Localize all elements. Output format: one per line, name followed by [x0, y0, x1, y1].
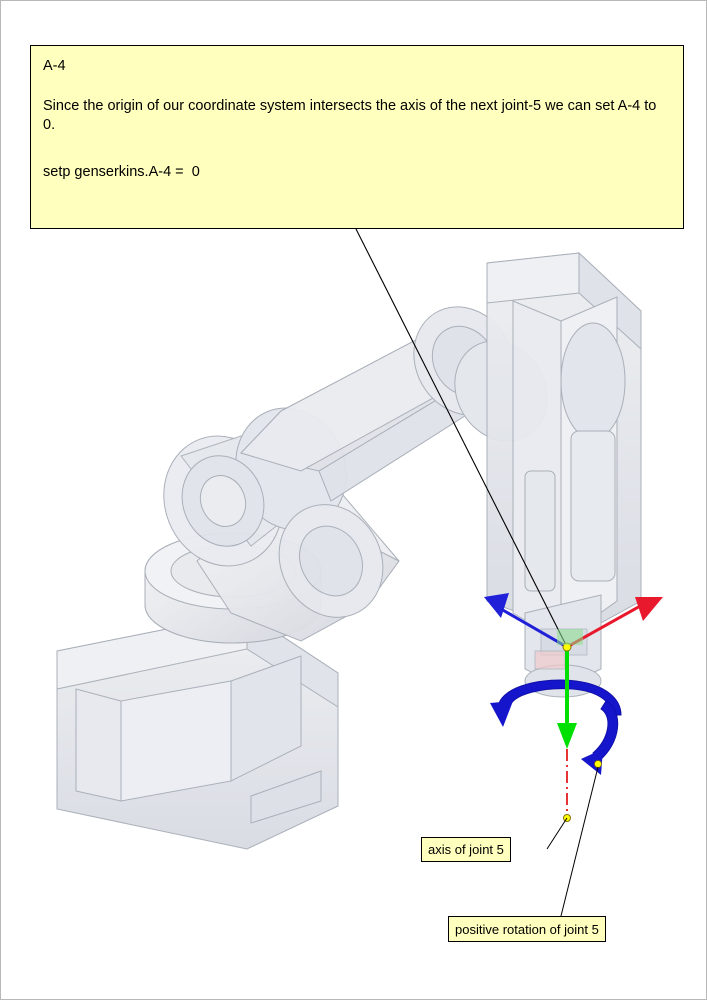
z-axis-arrow	[557, 723, 577, 749]
label-posrot-text: positive rotation of joint 5	[455, 921, 599, 937]
label-axis-text: axis of joint 5	[428, 842, 504, 857]
coordinate-frame	[484, 593, 663, 749]
joint5-axis-line	[564, 749, 571, 822]
leader-line-rotation-label	[561, 767, 598, 916]
label-positive-rotation-joint-5	[448, 916, 606, 942]
note-body: Since the origin of our coordinate system intersects the axis of the next joint-5 we can set A-4 to 0.	[43, 98, 657, 133]
note-title: A-4	[43, 58, 66, 74]
note-code: setp genserkins.A-4 = 0	[43, 163, 200, 180]
origin-highlight	[557, 629, 583, 645]
label-axis-of-joint-5	[421, 837, 511, 862]
y-axis-arrow	[484, 593, 509, 618]
note-callout	[30, 45, 684, 229]
leader-line-axis-label	[547, 818, 567, 849]
leader-line-note	[356, 229, 567, 647]
x-axis-arrow	[635, 597, 663, 621]
